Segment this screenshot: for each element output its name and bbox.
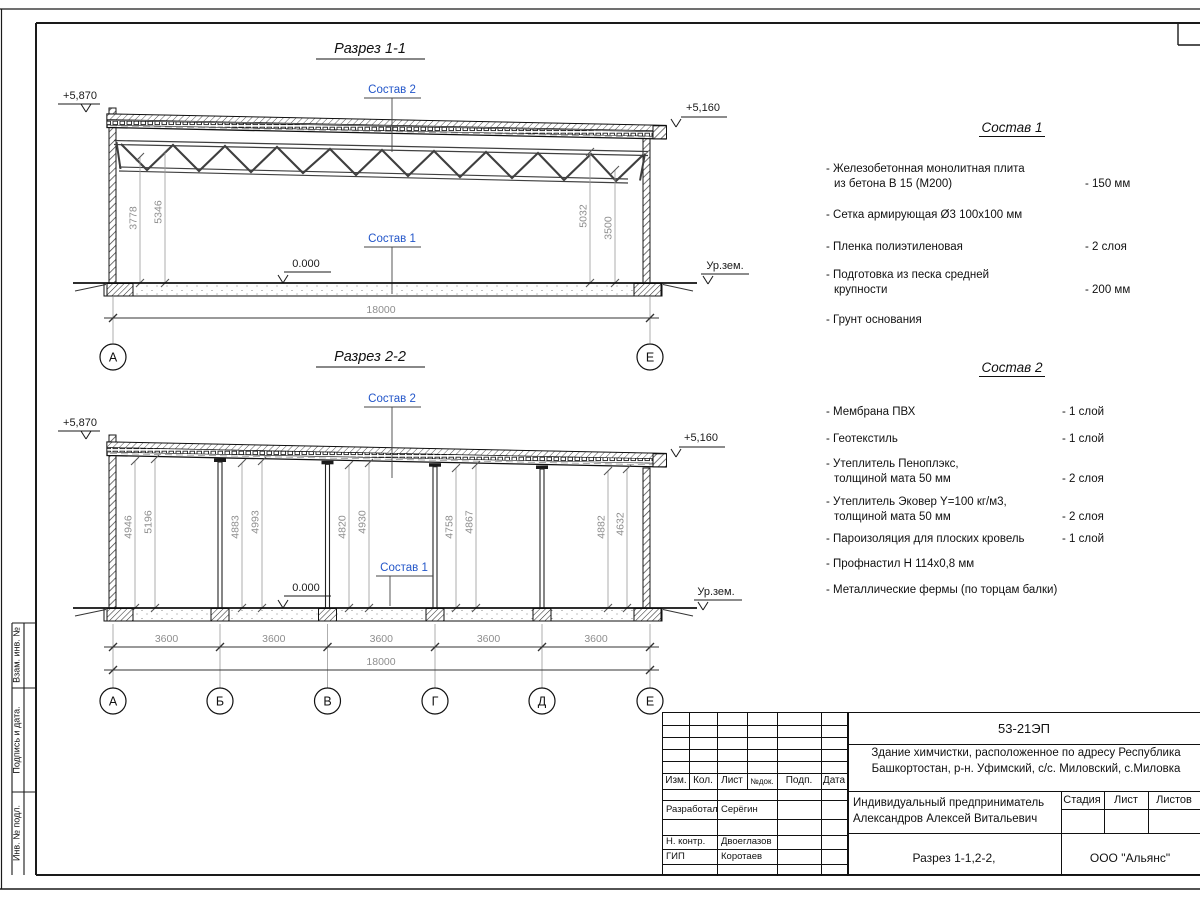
floor-slab [73,283,697,296]
item-text: - Утеплитель Пеноплэкс, толщиной мата 50 мм [826,458,959,485]
roof-band [107,442,667,467]
side-strip [12,623,37,875]
tb-object-line1: Здание химчистки, расположенное по адресу Республика [871,747,1181,759]
dim-label: 4867 [463,510,476,534]
floor-slab [73,608,697,621]
tb-listov-header: Листов [1156,794,1192,806]
left-wall [109,435,116,608]
dim-label: 3500 [602,216,615,240]
interior-columns [214,459,548,609]
axis-label: Г [431,694,439,709]
list-item [826,432,1198,447]
dim-label: 5346 [152,200,165,224]
sostav1-callout: Состав 1 [380,562,428,574]
tb-role-name: Серёгин [721,804,758,815]
dim-label: 5196 [142,510,155,534]
elevation-label: +5,160 [686,102,720,114]
dim-label: 3778 [127,206,140,230]
dim-label: 4632 [614,512,627,536]
item-value: - 2 слоя [1062,511,1104,523]
dim-label: 4946 [122,515,135,539]
ground-level-label: Ур.зем. [697,586,735,598]
tb-stage-header: Стадия [1063,794,1101,806]
strip-label-vzam: Взам. инв. № [11,627,22,683]
tb-doc-number: 53-21ЭП [998,721,1050,736]
tb-client-line1: Индивидуальный предприниматель [853,797,1045,809]
item-value: - 2 слоя [1085,241,1127,253]
tb-role: ГИП [666,851,685,862]
section1-total-dim [104,297,659,343]
tb-role-name: Двоеглазов [721,836,772,847]
dim-label: 4930 [356,510,369,534]
item-text: - Грунт основания [826,314,922,326]
dim-label: 3600 [476,633,501,645]
tb-client-line2: Александров Алексей Витальевич [853,813,1038,825]
axis-label: Е [645,350,655,365]
tb-header-list: Лист [721,775,743,786]
section2-title: Разрез 2-2 [334,349,406,365]
tb-company: ООО "Альянс" [1089,851,1171,865]
axis-label: В [323,694,332,709]
section-1-1-drawing [58,41,749,370]
elevation-label: +5,870 [63,90,97,102]
tb-list-header: Лист [1114,794,1138,806]
roof-band [107,114,667,139]
tb-header-ndok: №док. [750,777,774,786]
sostav1-title: Состав 1 [826,120,1198,135]
list-item [826,240,1198,255]
dim-label: 4883 [229,515,242,539]
axis-label: А [108,694,118,709]
list-item [826,532,1198,547]
dim-label: 3600 [262,633,286,645]
tb-header-izm: Изм. [665,775,687,786]
zero-level-label: 0.000 [292,258,320,270]
item-text: - Металлические фермы (по торцам балки) [826,584,1058,596]
item-value: - 1 слой [1062,533,1105,545]
item-text: - Мембрана ПВХ [826,406,916,418]
item-text: - Железобетонная монолитная плита из бетона В 15 (М200) [826,163,1025,190]
axis-label: Е [645,694,655,709]
dim-label: 5032 [577,204,590,228]
list-item [826,405,1198,420]
roof-truss [114,141,648,184]
item-value: - 1 слой [1062,406,1105,418]
item-text: - Геотекстиль [826,433,898,445]
item-text: - Пленка полиэтиленовая [826,241,963,253]
dim-label: 3600 [584,633,608,645]
sostav2-callout: Состав 2 [368,393,416,405]
item-text: - Профнастил Н 114х0,8 мм [826,558,975,570]
tb-header-kol: Кол. [693,775,713,786]
item-text: - Подготовка из песка средней крупности [826,269,990,296]
dim-label: 3600 [369,633,393,645]
tb-header-data: Дата [822,775,846,786]
section2-axes [100,688,663,714]
strip-label-inv: Инв. № подл. [11,804,22,862]
dim-label: 4993 [249,510,262,534]
item-text: - Пароизоляция для плоских кровель [826,533,1025,545]
item-value: - 1 слой [1062,433,1105,445]
item-text: - Утеплитель Эковер Y=100 кг/м3, толщиной мата 50 мм [826,496,1007,523]
list-item [826,557,1198,572]
sostav2-callout: Состав 2 [368,84,416,96]
list-item [826,457,1198,487]
list-item [826,162,1198,192]
section2-vertical-dims [123,455,632,612]
tb-header-podp: Подп. [785,775,813,786]
list-item [826,208,1198,223]
list-item [826,583,1198,598]
item-value: - 200 мм [1085,284,1131,296]
elevation-label: +5,870 [63,417,97,429]
dim-label: 4820 [336,515,349,539]
dim-label: 3600 [154,633,179,645]
tb-object-line2: Башкортостан, р-н. Уфимский, с/с. Миловский, с.Миловка [871,763,1181,775]
sostav1-callout: Состав 1 [368,233,416,245]
item-value: - 150 мм [1085,178,1131,190]
tb-role: Разработал [666,804,718,815]
title-block [662,712,1200,875]
dim-label: 4758 [443,515,456,539]
tb-role: Н. контр. [666,836,706,847]
axis-label: А [108,350,118,365]
dim-label: 4882 [595,515,608,539]
tb-sheet-title: Разрез 1-1,2-2, [912,851,996,865]
ground-level-label: Ур.зем. [706,260,744,272]
section1-title: Разрез 1-1 [334,41,406,57]
sostav2-title: Состав 2 [826,360,1198,375]
left-wall [109,108,116,283]
axis-label: Д [537,694,547,709]
strip-label-podpis: Подпись и дата. [11,706,22,774]
section-2-2-drawing [58,349,742,714]
elevation-label: +5,160 [684,432,718,444]
list-item [826,313,1198,328]
dim-label: 18000 [366,304,396,316]
axis-label: Б [215,694,225,709]
dim-label: 18000 [366,656,396,668]
list-item [826,495,1198,525]
section2-bay-dims [104,624,659,688]
item-text: - Сетка армирующая Ø3 100х100 мм [826,209,1023,221]
right-wall [643,468,650,608]
item-value: - 2 слоя [1062,473,1104,485]
list-item [826,268,1198,298]
tb-role-name: Коротаев [721,851,763,862]
zero-level-label: 0.000 [292,582,320,594]
